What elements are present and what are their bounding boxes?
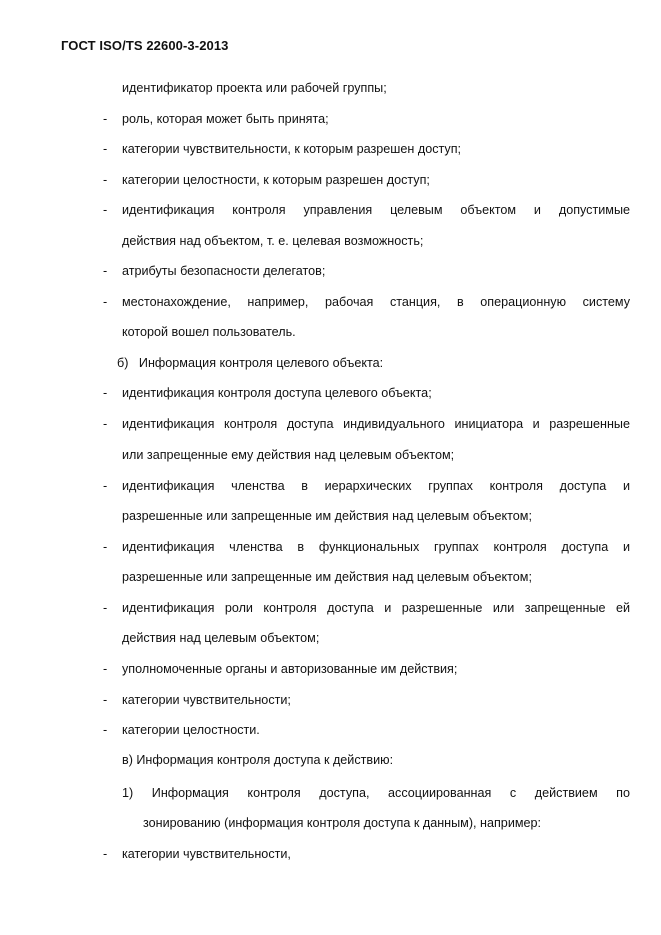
bullet-dash: -	[103, 693, 108, 707]
bullet-dash: -	[103, 601, 108, 615]
list-item: идентификация членства в иерархических группах контроля доступа и	[122, 479, 630, 493]
list-item-continuation: действия над целевым объектом;	[122, 631, 320, 645]
list-item: идентификация роли контроля доступа и разрешенные или запрещенные ей	[122, 601, 630, 615]
list-item: категории чувствительности, к которым разрешен доступ;	[122, 142, 462, 156]
list-item: идентификация контроля доступа целевого объекта;	[122, 386, 432, 400]
bullet-dash: -	[103, 847, 108, 861]
list-item-continuation: которой вошел пользователь.	[122, 325, 296, 339]
section-heading-v: в) Информация контроля доступа к действию:	[122, 753, 394, 767]
list-item-continuation: или запрещенные ему действия над целевым объектом;	[122, 448, 455, 462]
section-heading-b: б) Информация контроля целевого объекта:	[117, 356, 384, 370]
bullet-dash: -	[103, 295, 108, 309]
numbered-item-continuation: зонированию (информация контроля доступа к данным), например:	[143, 816, 542, 830]
list-item: категории чувствительности;	[122, 693, 291, 707]
list-item: местонахождение, например, рабочая станция, в операционную систему	[122, 295, 630, 309]
bullet-dash: -	[103, 662, 108, 676]
bullet-dash: -	[103, 540, 108, 554]
bullet-dash: -	[103, 173, 108, 187]
list-item: категории целостности.	[122, 723, 260, 737]
bullet-dash: -	[103, 723, 108, 737]
list-item: категории чувствительности,	[122, 847, 291, 861]
text-line: идентификатор проекта или рабочей группы;	[122, 81, 387, 95]
list-item: уполномоченные органы и авторизованные им действия;	[122, 662, 458, 676]
list-item: идентификация контроля управления целевым объектом и допустимые	[122, 203, 630, 217]
list-item: атрибуты безопасности делегатов;	[122, 264, 326, 278]
list-item: идентификация контроля доступа индивидуального инициатора и разрешенные	[122, 417, 630, 431]
bullet-dash: -	[103, 203, 108, 217]
list-item-continuation: действия над объектом, т. е. целевая возможность;	[122, 234, 424, 248]
list-item: роль, которая может быть принята;	[122, 112, 329, 126]
bullet-dash: -	[103, 386, 108, 400]
list-item: категории целостности, к которым разрешен доступ;	[122, 173, 430, 187]
bullet-dash: -	[103, 264, 108, 278]
bullet-dash: -	[103, 479, 108, 493]
bullet-dash: -	[103, 112, 108, 126]
list-item-continuation: разрешенные или запрещенные им действия над целевым объектом;	[122, 570, 532, 584]
bullet-dash: -	[103, 142, 108, 156]
list-item: идентификация членства в функциональных группах контроля доступа и	[122, 540, 630, 554]
document-header: ГОСТ ISO/TS 22600-3-2013	[61, 38, 229, 53]
bullet-dash: -	[103, 417, 108, 431]
list-item-continuation: разрешенные или запрещенные им действия над целевым объектом;	[122, 509, 532, 523]
numbered-item-1: 1) Информация контроля доступа, ассоциированная с действием по	[122, 786, 630, 800]
